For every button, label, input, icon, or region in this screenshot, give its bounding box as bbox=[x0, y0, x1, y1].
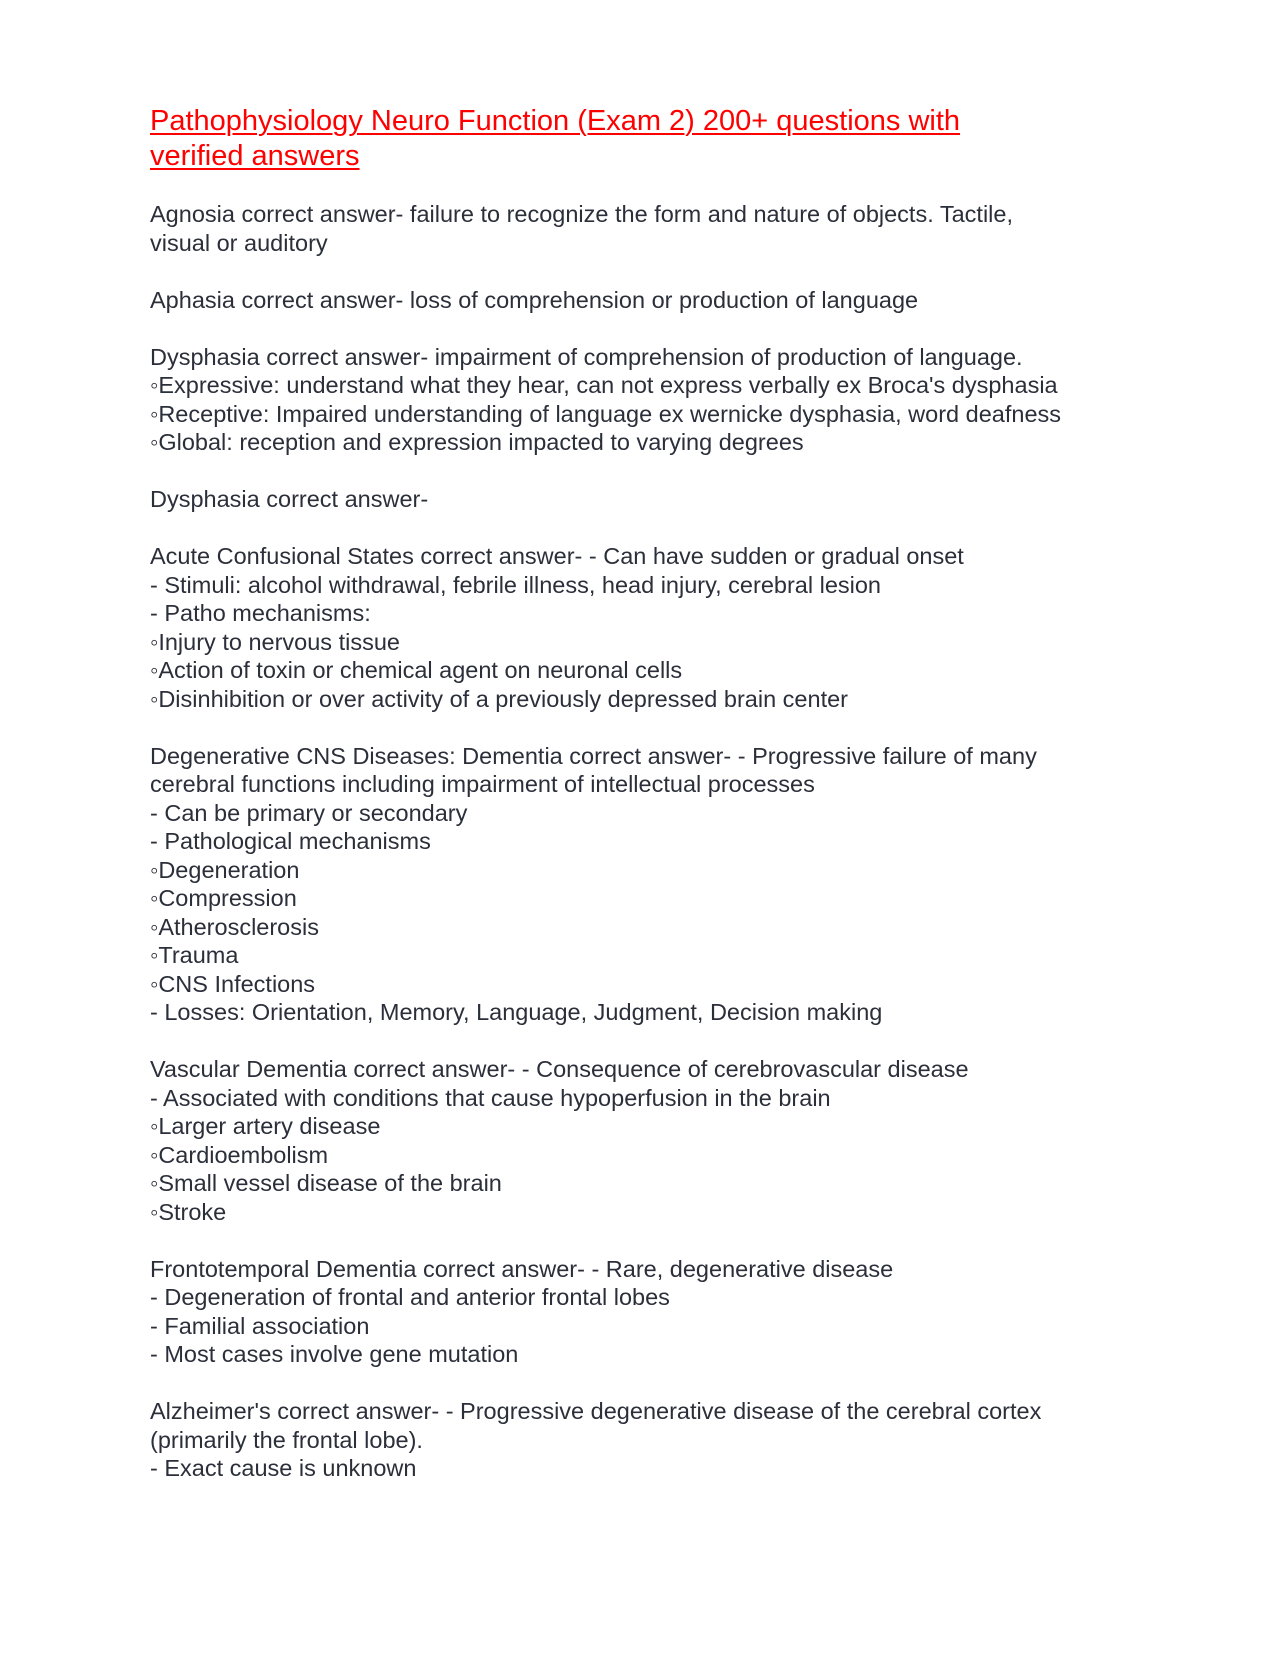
qa-entry-line: ◦Global: reception and expression impacted to varying degrees bbox=[150, 429, 804, 455]
document-title-line-2: verified answers bbox=[150, 140, 360, 172]
qa-entry-line: - Exact cause is unknown bbox=[150, 1455, 417, 1481]
qa-entry-line: ◦Compression bbox=[150, 885, 297, 911]
qa-entry-line: Frontotemporal Dementia correct answer- - Rare, degenerative disease bbox=[150, 1255, 894, 1282]
qa-entry-line: ◦Receptive: Impaired understanding of language ex wernicke dysphasia, word deafness bbox=[150, 400, 1062, 427]
qa-entry bbox=[150, 485, 1150, 514]
qa-entry-line: - Pathological mechanisms bbox=[150, 828, 431, 854]
qa-entry bbox=[150, 200, 1150, 257]
qa-entry-line: Dysphasia correct answer- impairment of comprehension of production of language. bbox=[150, 343, 1023, 370]
qa-entry-line: ◦Disinhibition or over activity of a previously depressed brain center bbox=[150, 685, 849, 712]
qa-entry bbox=[150, 286, 1150, 315]
qa-entry bbox=[150, 343, 1150, 457]
qa-entry-line: ◦Degeneration bbox=[150, 856, 300, 883]
qa-entry-line: - Familial association bbox=[150, 1312, 370, 1339]
qa-entries bbox=[150, 200, 1150, 1483]
qa-entry-line: Vascular Dementia correct answer- - Consequence of cerebrovascular disease bbox=[150, 1056, 969, 1082]
qa-entry-line: - Degeneration of frontal and anterior frontal lobes bbox=[150, 1284, 670, 1310]
qa-entry-line: ◦Cardioembolism bbox=[150, 1141, 329, 1168]
qa-entry-line: - Can be primary or secondary bbox=[150, 799, 468, 826]
qa-entry bbox=[150, 1055, 1150, 1226]
qa-entry-line: - Associated with conditions that cause hypoperfusion in the brain bbox=[150, 1084, 831, 1111]
qa-entry-line: ◦Small vessel disease of the brain bbox=[150, 1170, 502, 1196]
qa-entry-line: Degenerative CNS Diseases: Dementia correct answer- - Progressive failure of many bbox=[150, 742, 1037, 769]
qa-entry-line: - Losses: Orientation, Memory, Language, Judgment, Decision making bbox=[150, 999, 883, 1025]
qa-entry-line: ◦Larger artery disease bbox=[150, 1113, 381, 1139]
qa-entry-line: - Patho mechanisms: bbox=[150, 600, 371, 626]
qa-entry-line: cerebral functions including impairment of intellectual processes bbox=[150, 771, 815, 797]
qa-entry-line: - Most cases involve gene mutation bbox=[150, 1341, 519, 1367]
qa-entry-line: (primarily the frontal lobe). bbox=[150, 1426, 423, 1453]
qa-entry bbox=[150, 542, 1150, 713]
qa-entry bbox=[150, 1397, 1150, 1483]
qa-entry-line: visual or auditory bbox=[150, 229, 328, 256]
qa-entry bbox=[150, 1255, 1150, 1369]
qa-entry-line: Dysphasia correct answer- bbox=[150, 486, 429, 512]
qa-entry-line: ◦Stroke bbox=[150, 1198, 227, 1225]
qa-entry-line: ◦Expressive: understand what they hear, can not express verbally ex Broca's dysphasia bbox=[150, 372, 1058, 398]
qa-entry-line: Alzheimer's correct answer- - Progressive degenerative disease of the cerebral cortex bbox=[150, 1398, 1042, 1424]
qa-entry-line: ◦Trauma bbox=[150, 942, 239, 968]
qa-entry-line: ◦Atherosclerosis bbox=[150, 913, 319, 940]
qa-entry-line: - Stimuli: alcohol withdrawal, febrile illness, head injury, cerebral lesion bbox=[150, 571, 882, 598]
qa-entry-line: Aphasia correct answer- loss of comprehension or production of language bbox=[150, 286, 919, 313]
qa-entry-line: Acute Confusional States correct answer- - Can have sudden or gradual onset bbox=[150, 543, 964, 569]
qa-entry bbox=[150, 742, 1150, 1027]
document-title-link[interactable] bbox=[150, 104, 1150, 174]
document-page bbox=[150, 104, 1150, 1511]
qa-entry-line: ◦CNS Infections bbox=[150, 970, 316, 997]
document-title-line-1: Pathophysiology Neuro Function (Exam 2) 200+ questions with bbox=[150, 105, 961, 137]
qa-entry-line: Agnosia correct answer- failure to recognize the form and nature of objects. Tactile, bbox=[150, 201, 1013, 227]
qa-entry-line: ◦Action of toxin or chemical agent on neuronal cells bbox=[150, 657, 683, 683]
qa-entry-line: ◦Injury to nervous tissue bbox=[150, 628, 400, 655]
